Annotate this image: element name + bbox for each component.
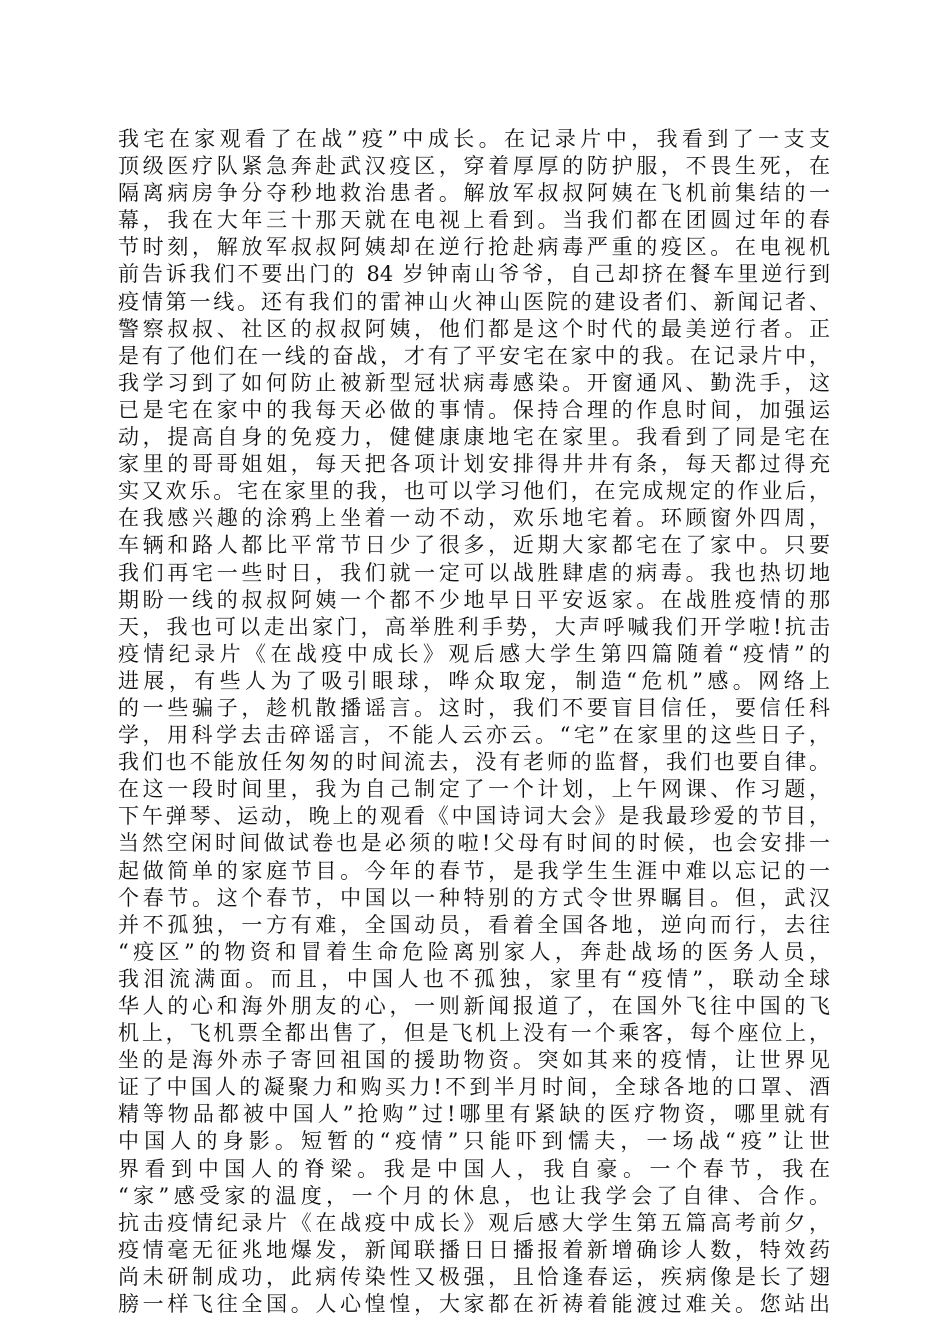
text-line: “家”感受家的温度，一个月的休息，也让我学会了自律、合作。: [118, 1183, 830, 1208]
text-line: 界看到中国人的脊梁。我是中国人，我自豪。一个春节，我在: [118, 1156, 830, 1181]
text-line: 精等物品都被中国人”抢购”过!哪里有紧缺的医疗物资，哪里就有: [118, 1102, 830, 1127]
text-line: 在我感兴趣的涂鸦上坐着一动不动，欢乐地宅着。环顾窗外四周，: [118, 506, 830, 531]
text-line: 实又欢乐。宅在家里的我，也可以学习他们，在完成规定的作业后，: [118, 479, 830, 504]
text-line: 膀一样飞往全国。人心惶惶，大家都在祈祷着能渡过难关。您站出: [118, 1292, 830, 1317]
text-line: 的一些骗子，趁机散播谣言。这时，我们不要盲目信任，要信任科: [118, 695, 830, 720]
text-line: 动，提高自身的免疫力，健健康康地宅在家里。我看到了同是宅在: [118, 425, 830, 450]
text-line: 我泪流满面。而且，中国人也不孤独，家里有“疫情”，联动全球: [118, 966, 830, 991]
text-line: 我们也不能放任匆匆的时间流去，没有老师的监督，我们也要自律。: [118, 750, 830, 775]
text-line: 疫情纪录片《在战疫中成长》观后感大学生第四篇随着“疫情”的: [118, 641, 830, 666]
text-line: 下午弹琴、运动，晚上的观看《中国诗词大会》是我最珍爱的节目，: [118, 804, 830, 829]
text-line: 坐的是海外赤子寄回祖国的援助物资。突如其来的疫情，让世界见: [118, 1048, 830, 1073]
text-line: 疫情毫无征兆地爆发，新闻联播日日播报着新增确诊人数，特效药: [118, 1237, 830, 1262]
text-line: 天，我也可以走出家门，高举胜利手势，大声呼喊我们开学啦!抗击: [118, 614, 830, 639]
text-line: 中国人的身影。短暂的“疫情”只能吓到懦夫，一场战“疫”让世: [118, 1129, 830, 1154]
text-line: 前告诉我们不要出门的 84 岁钟南山爷爷，自己却挤在餐车里逆行到: [118, 262, 830, 287]
text-line: 节时刻，解放军叔叔阿姨却在逆行抢赴病毒严重的疫区。在电视机: [118, 235, 830, 260]
text-line: 当然空闲时间做试卷也是必须的啦!父母有时间的时候，也会安排一: [118, 831, 830, 856]
text-line: 在这一段时间里，我为自己制定了一个计划，上午网课、作习题，: [118, 777, 830, 802]
text-line: 我学习到了如何防止被新型冠状病毒感染。开窗通风、勤洗手，这: [118, 370, 830, 395]
text-line: 华人的心和海外朋友的心，一则新闻报道了，在国外飞往中国的飞: [118, 994, 830, 1018]
text-line: 是有了他们在一线的奋战，才有了平安宅在家中的我。在记录片中，: [118, 343, 830, 368]
text-line: 我们再宅一些时日，我们就一定可以战胜肆虐的病毒。我也热切地: [118, 560, 830, 585]
text-line: 个春节。这个春节，中国以一种特别的方式令世界瞩目。但，武汉: [118, 885, 830, 910]
text-line: 尚未研制成功，此病传染性又极强，且恰逢春运，疾病像是长了翅: [118, 1264, 830, 1289]
text-line: 幕，我在大年三十那天就在电视上看到。当我们都在团圆过年的春: [118, 208, 830, 233]
text-line: 已是宅在家中的我每天必做的事情。保持合理的作息时间，加强运: [118, 397, 830, 422]
text-line: 抗击疫情纪录片《在战疫中成长》观后感大学生第五篇高考前夕，: [118, 1210, 830, 1235]
text-line: 我宅在家观看了在战”疫”中成长。在记录片中，我看到了一支支: [118, 127, 830, 151]
text-line: 学，用科学去击碎谣言，不能人云亦云。“宅”在家里的这些日子，: [118, 723, 830, 748]
text-line: 家里的哥哥姐姐，每天把各项计划安排得井井有条，每天都过得充: [118, 452, 830, 477]
text-line: “疫区”的物资和冒着生命危险离别家人，奔赴战场的医务人员，: [118, 939, 830, 964]
text-line: 车辆和路人都比平常节日少了很多，近期大家都宅在了家中。只要: [118, 533, 830, 558]
text-line: 机上，飞机票全都出售了，但是飞机上没有一个乘客，每个座位上，: [118, 1021, 830, 1046]
text-line: 警察叔叔、社区的叔叔阿姨，他们都是这个时代的最美逆行者。正: [118, 316, 830, 341]
text-line: 进展，有些人为了吸引眼球，哗众取宠，制造“危机”感。网络上: [118, 668, 830, 693]
text-line: 期盼一线的叔叔阿姨一个都不少地早日平安返家。在战胜疫情的那: [118, 587, 830, 612]
text-line: 起做简单的家庭节目。今年的春节，是我学生生涯中难以忘记的一: [118, 858, 830, 883]
text-line: 并不孤独，一方有难，全国动员，看着全国各地，逆向而行，去往: [118, 912, 830, 937]
text-line: 顶级医疗队紧急奔赴武汉疫区，穿着厚厚的防护服，不畏生死，在: [118, 154, 830, 179]
text-line: 隔离病房争分夺秒地救治患者。解放军叔叔阿姨在飞机前集结的一: [118, 181, 830, 206]
text-line: 疫情第一线。还有我们的雷神山火神山医院的建设者们、新闻记者、: [118, 289, 830, 314]
body-text: [118, 126, 830, 1318]
text-line: 证了中国人的凝聚力和购买力!不到半月时间，全球各地的口罩、酒: [118, 1075, 830, 1100]
